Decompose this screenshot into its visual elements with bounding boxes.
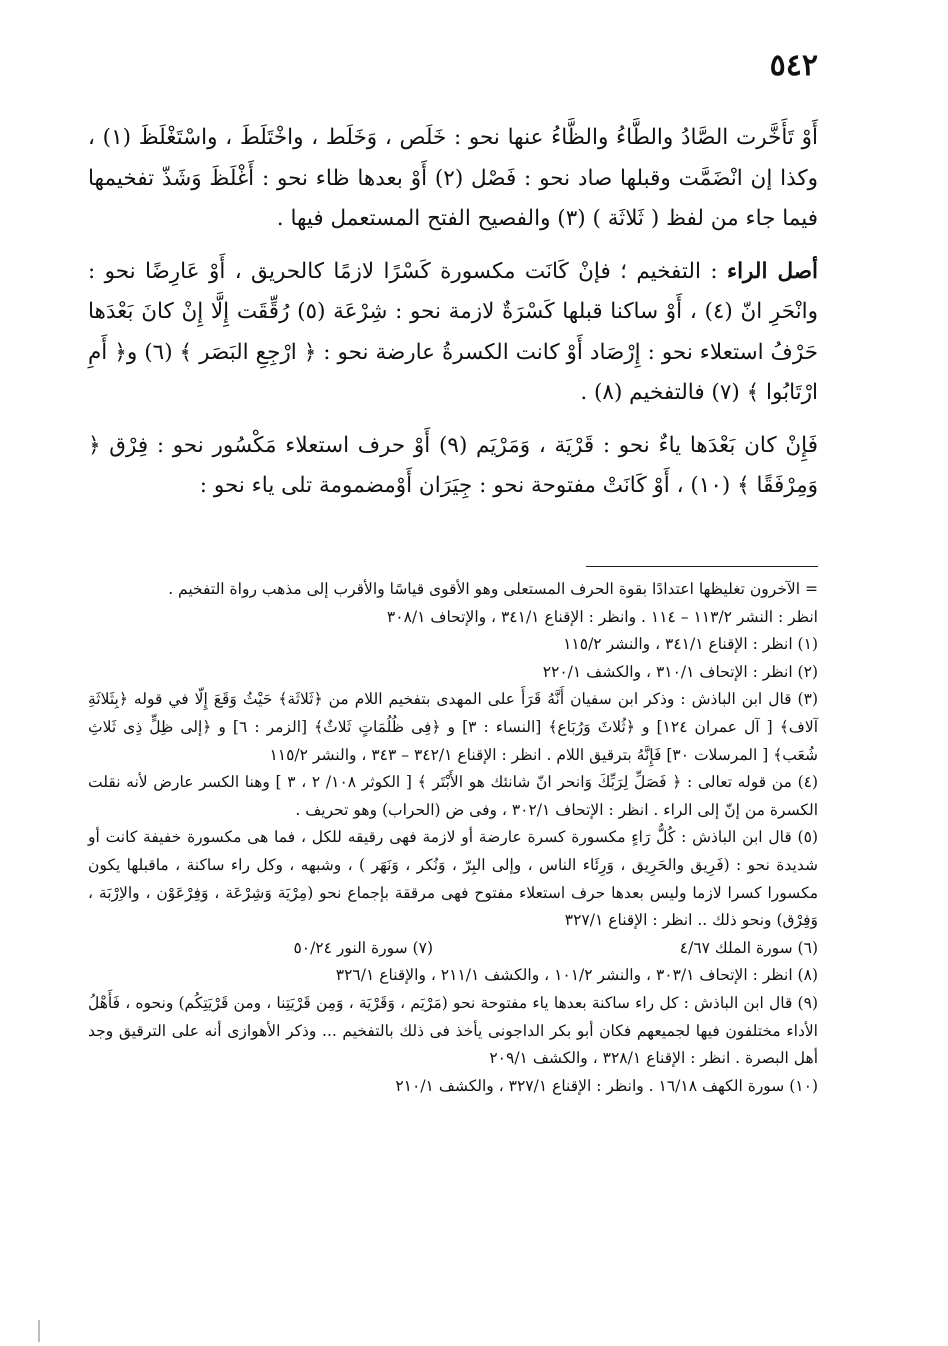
paragraph-2-text: : التفخيم ؛ فإنْ كَانَت مكسورة كَسْرًا لازمًا كالحريق ، أَوْ عَارِضًا نحو : وانْحَرِ انّ (٤) ، أَوْ ساكنا قبلها كَسْرَةٌ لازمة نحو : شِرْعَة (٥) رُقِّقَت إِلَّا إِنْ كانَ بَعْدَها حَرْفُ استعلاء نحو : إِرْصَاد أَوْ كانت الكسرةُ عارضة نحو : ﴿ ارْجِعِ البَصَر ﴾ (٦) و﴿ أَمِ ارْتَابُوا ﴾ (٧) فالتفخيم (٨) . <box>88 258 818 405</box>
scan-margin-mark <box>38 1320 40 1342</box>
paragraph-2 <box>88 252 818 414</box>
footnote-separator <box>586 566 818 567</box>
footnote-6-7-row <box>88 935 818 963</box>
footnote-continuation: = الآخرون تغليظها اعتدادًا بقوة الحرف المستعلى وهو الأقوى قياسًا والأقرب إلى مذهب رواة التفخيم . <box>168 580 818 598</box>
footnote-7: (٧) سورة النور ٥٠/٢٤ <box>293 938 433 957</box>
footnote-9: (٩) قال ابن الباذش : كل راء ساكنة بعدها ياء مفتوحة نحو (مَرْيَم ، وَقَرْيَة ، وَمِن قَرْيَتِنا ، ومن قَرْيَتِكُم) ونحوه ، فَأَهْلُ الأداء مختلفون فيها لجميعهم فكان أبو بكر الداجونى يأخذ فى ذلك بالتفخيم ... وذكر الأهوازى أنه على الترقيق وجد أهل البصرة . انظر : الإقناع ٣٢٨/١ ، والكشف ٢٠٩/١ <box>88 993 818 1068</box>
footnote-3: (٣) قال ابن الباذش : وذكر ابن سفيان أَنَّهُ قَرَأَ على المهدى بتفخيم اللام من ﴿ثَلاثَة﴾ حَيْثُ وَقَعَ إِلّا في قوله ﴿بِثَلاثَةِ آلاف﴾ [ آل عمران ١٢٤] و ﴿ثُلاثَ وَرُبَاع﴾ [النساء : ٣] و ﴿فِى ظُلُمَاتٍ ثَلاثٌ﴾ [الزمر : ٦] و ﴿إلى ظِلٍّ ذِى ثَلاثِ شُعَب﴾ [ المرسلات ٣٠] فَإِنَّهُ بترقيق اللام . انظر : الإقناع ٣٤٢/١ – ٣٤٣ ، والنشر ١١٥/٢ <box>88 690 819 764</box>
footnote-10: (١٠) سورة الكهف ١٦/١٨ . وانظر : الإقناع ٣٢٧/١ ، والكشف ٢١٠/١ <box>395 1076 818 1095</box>
section-heading: أصل الراء <box>726 258 818 284</box>
page-number: ٥٤٢ <box>769 48 818 83</box>
book-page <box>88 0 818 1346</box>
footnote-4: (٤) من قوله تعالى : ﴿ فَصَلِّ لِرَبِّكَ وَانحر انّ شانئك هو الأَبْتَر ﴾ [ الكوثر ١٠٨/ ٢ ، ٣ ] وهنا الكسر عارض لأنه نقلت الكسرة من إنّ إلى الراء . انظر : الإتحاف ٣٠٢/١ ، وفى ض (الحراب) وهو تحريف . <box>88 773 819 819</box>
footnote-6: (٦) سورة الملك ٤/٦٧ <box>679 938 818 957</box>
footnote-2: (٢) انظر : الإتحاف ٣١٠/١ ، والكشف ٢٢٠/١ <box>542 662 818 681</box>
footnote-8: (٨) انظر : الإتحاف ٣٠٣/١ ، والنشر ١٠١/٢ ، والكشف ٢١١/١ ، والإقناع ٣٢٦/١ <box>335 966 818 985</box>
footnote-continuation-ref: انظر : النشر ١١٣/٢ – ١١٤ . وانظر : الإقناع ٣٤١/١ ، والإتحاف ٣٠٨/١ <box>386 607 818 626</box>
footnote-1: (١) انظر : الإقناع ٣٤١/١ ، والنشر ١١٥/٢ <box>563 635 818 654</box>
paragraph-1: أَوْ تَأَخَّرت الصَّادُ والطَّاءُ والظَّاءُ عنها نحو : خَلَص ، وَخَلَط ، واخْتَلَطَ ، واسْتَغْلَظَ (١) ، وكذا إن انْضَمَّت وقبلها صاد نحو : فَصْل (٢) أَوْ بعدها ظاء نحو : أَغْلَظَ وَشَذّ تفخيمها فيما جاء من لفظ ( ثَلاثَة ) (٣) والفصيح الفتح المستعمل فيها . <box>88 125 818 231</box>
paragraph-3: فَإِنْ كان بَعْدَها ياءٌ نحو : قَرْيَة ، وَمَرْيَم (٩) أَوْ حرف استعلاء مَكْسُور نحو : فِرْق ﴿ وَمِرْفَقًا ﴾ (١٠) ، أَوْ كَانَتْ مفتوحة نحو : جِيَرَان أَوْمضمومة تلى ياء نحو : <box>88 432 818 498</box>
footnote-5: (٥) قال ابن الباذش : كُلُّ رَاءٍ مكسورة كسرة عارضة أو لازمة فهى رقيقه للكل ، فما هى مكسورة خفيفة كانت أو شديدة نحو : (فَرِيق والحَرِيق ، وَرِئَاء الناس ، وإلى البِرّ ، وَنُكر ، وَنَهَر ) ، وشبهه ، وكل راء ساكنة ، ماقبلها يكون مكسورا كسرا لازما وليس بعدها حرف استعلاء مفتوح فهى مرققة بإجماع نحو (مِرْيَة وَشِرْعَة ، وَفِرْعَوْن ، والاِرْبَة ، وَفِرْق) ونحو ذلك .. انظر : الإقناع ٣٢٧/١ <box>88 828 818 930</box>
main-text <box>88 118 818 519</box>
footnotes <box>88 576 818 1100</box>
